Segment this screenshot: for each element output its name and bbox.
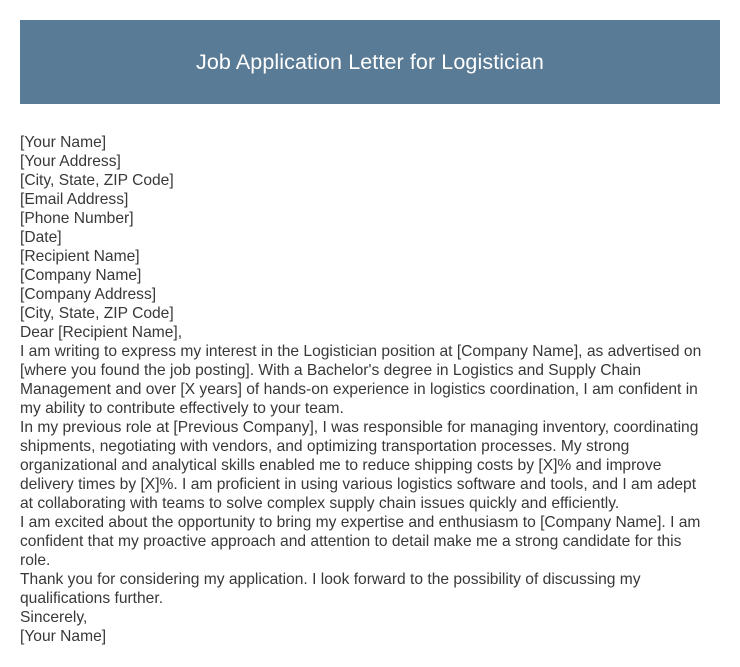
paragraph-line: Management and over [X years] of hands-on experience in logistics coordination, I am confident in — [20, 381, 698, 398]
signature-name: [Your Name] — [20, 628, 107, 645]
paragraph-introduction — [20, 342, 728, 418]
title-banner — [20, 20, 720, 104]
paragraph-line: at collaborating with teams to solve complex supply chain issues quickly and efficiently. — [20, 495, 620, 512]
sender-address: [Your Address] — [20, 153, 121, 170]
paragraph-line: my ability to contribute effectively to your team. — [20, 400, 344, 417]
salutation: Dear [Recipient Name], — [20, 324, 183, 341]
paragraph-line: organizational and analytical skills enabled me to reduce shipping costs by [X]% and improve — [20, 457, 662, 474]
paragraph-line: confident that my proactive approach and attention to detail make me a strong candidate for this — [20, 533, 682, 550]
letter-body — [20, 133, 728, 646]
sender-phone: [Phone Number] — [20, 210, 134, 227]
sender-block — [20, 133, 728, 247]
paragraph-line: Thank you for considering my application. I look forward to the possibility of discussing my — [20, 571, 641, 588]
sender-city: [City, State, ZIP Code] — [20, 172, 174, 189]
paragraph-line: I am excited about the opportunity to bring my expertise and enthusiasm to [Company Name]. I am — [20, 514, 701, 531]
paragraph-thanks — [20, 570, 728, 608]
closing: Sincerely, — [20, 609, 88, 626]
paragraph-line: role. — [20, 552, 51, 569]
sender-email: [Email Address] — [20, 191, 129, 208]
paragraph-line: In my previous role at [Previous Company], I was responsible for managing inventory, coordinating — [20, 419, 699, 436]
paragraph-line: I am writing to express my interest in the Logistician position at [Company Name], as advertised on — [20, 343, 702, 360]
paragraph-enthusiasm — [20, 513, 728, 570]
paragraph-line: qualifications further. — [20, 590, 164, 607]
recipient-block — [20, 247, 728, 323]
company-name: [Company Name] — [20, 267, 142, 284]
paragraph-line: shipments, negotiating with vendors, and optimizing transportation processes. My strong — [20, 438, 630, 455]
letter-date: [Date] — [20, 229, 62, 246]
recipient-name: [Recipient Name] — [20, 248, 140, 265]
paragraph-line: delivery times by [X]%. I am proficient in using various logistics software and tools, and I am adept — [20, 476, 697, 493]
paragraph-experience — [20, 418, 728, 513]
company-address: [Company Address] — [20, 286, 157, 303]
page-title: Job Application Letter for Logistician — [195, 49, 544, 74]
sender-name: [Your Name] — [20, 134, 107, 151]
paragraph-line: [where you found the job posting]. With a Bachelor's degree in Logistics and Supply Chain — [20, 362, 642, 379]
company-city: [City, State, ZIP Code] — [20, 305, 174, 322]
